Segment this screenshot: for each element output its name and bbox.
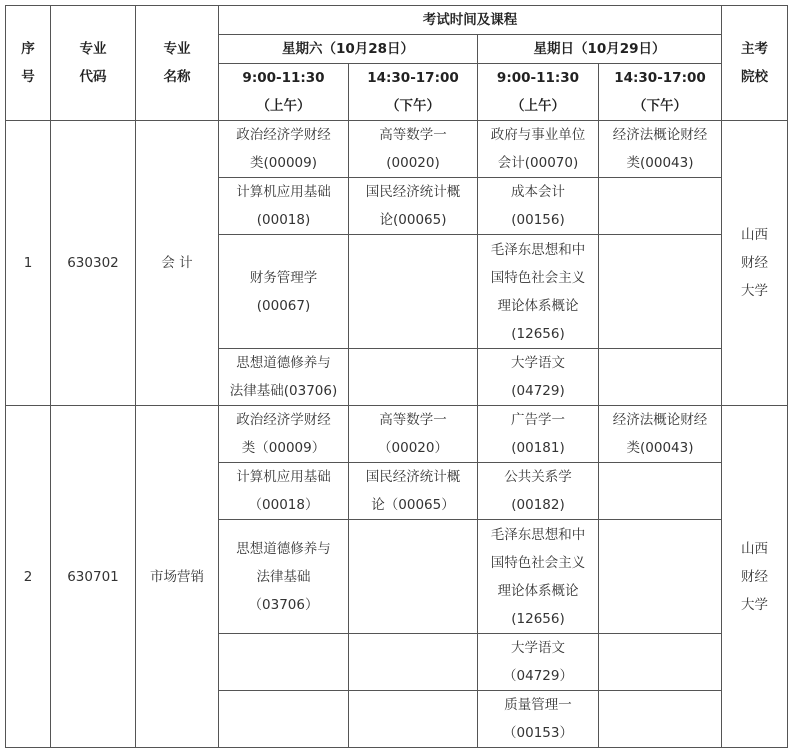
header-sunday: 星期日（10月29日） bbox=[478, 35, 722, 64]
course-sun-pm bbox=[599, 463, 722, 520]
course-sat-am bbox=[219, 691, 349, 748]
course-sat-pm: 国民经济统计概 论(00065) bbox=[349, 178, 478, 235]
major-seq: 1 bbox=[6, 121, 51, 406]
school-name: 山西 财经 大学 bbox=[722, 406, 788, 748]
major-seq: 2 bbox=[6, 406, 51, 748]
course-sat-pm: 国民经济统计概 论（00065） bbox=[349, 463, 478, 520]
header-exam-time: 考试时间及课程 bbox=[219, 6, 722, 35]
course-sat-pm bbox=[349, 520, 478, 634]
course-sun-pm: 经济法概论财经 类(00043) bbox=[599, 121, 722, 178]
course-sun-pm bbox=[599, 235, 722, 349]
course-sat-pm: 高等数学一 （00020） bbox=[349, 406, 478, 463]
course-sun-am: 大学语文 （04729） bbox=[478, 634, 599, 691]
course-sat-pm: 高等数学一 (00020) bbox=[349, 121, 478, 178]
course-sun-am: 公共关系学 (00182) bbox=[478, 463, 599, 520]
header-major-code: 专业 代码 bbox=[51, 6, 136, 121]
major-code: 630302 bbox=[51, 121, 136, 406]
course-sat-am: 思想道德修养与 法律基础 （03706） bbox=[219, 520, 349, 634]
course-sun-pm bbox=[599, 634, 722, 691]
major-name: 市场营销 bbox=[136, 406, 219, 748]
course-sun-am: 毛泽东思想和中 国特色社会主义 理论体系概论 (12656) bbox=[478, 235, 599, 349]
course-sun-am: 质量管理一 （00153） bbox=[478, 691, 599, 748]
course-sun-pm bbox=[599, 349, 722, 406]
course-sun-am: 广告学一 (00181) bbox=[478, 406, 599, 463]
major-name: 会 计 bbox=[136, 121, 219, 406]
header-saturday: 星期六（10月28日） bbox=[219, 35, 478, 64]
course-sun-am: 大学语文 (04729) bbox=[478, 349, 599, 406]
course-sun-am: 毛泽东思想和中 国特色社会主义 理论体系概论 (12656) bbox=[478, 520, 599, 634]
course-sat-pm bbox=[349, 691, 478, 748]
course-sat-am: 思想道德修养与 法律基础(03706) bbox=[219, 349, 349, 406]
exam-schedule-table bbox=[5, 5, 788, 748]
course-sat-am: 财务管理学 (00067) bbox=[219, 235, 349, 349]
table-row bbox=[6, 121, 788, 178]
header-major-name: 专业 名称 bbox=[136, 6, 219, 121]
course-sat-pm bbox=[349, 235, 478, 349]
course-sat-pm bbox=[349, 634, 478, 691]
course-sat-pm bbox=[349, 349, 478, 406]
course-sat-am: 政治经济学财经 类(00009) bbox=[219, 121, 349, 178]
major-code: 630701 bbox=[51, 406, 136, 748]
course-sat-am bbox=[219, 634, 349, 691]
table-row bbox=[6, 406, 788, 463]
header-sat-pm: 14:30-17:00 （下午） bbox=[349, 64, 478, 121]
header-seq: 序 号 bbox=[6, 6, 51, 121]
header-row-1 bbox=[6, 6, 788, 35]
header-sun-am: 9:00-11:30 （上午） bbox=[478, 64, 599, 121]
course-sun-pm bbox=[599, 520, 722, 634]
course-sun-pm bbox=[599, 691, 722, 748]
course-sat-am: 计算机应用基础 （00018） bbox=[219, 463, 349, 520]
course-sun-am: 政府与事业单位 会计(00070) bbox=[478, 121, 599, 178]
course-sat-am: 计算机应用基础 (00018) bbox=[219, 178, 349, 235]
course-sun-pm bbox=[599, 178, 722, 235]
header-school: 主考 院校 bbox=[722, 6, 788, 121]
header-sat-am: 9:00-11:30 （上午） bbox=[219, 64, 349, 121]
header-sun-pm: 14:30-17:00 （下午） bbox=[599, 64, 722, 121]
course-sat-am: 政治经济学财经 类（00009） bbox=[219, 406, 349, 463]
school-name: 山西 财经 大学 bbox=[722, 121, 788, 406]
course-sun-pm: 经济法概论财经 类(00043) bbox=[599, 406, 722, 463]
course-sun-am: 成本会计 (00156) bbox=[478, 178, 599, 235]
